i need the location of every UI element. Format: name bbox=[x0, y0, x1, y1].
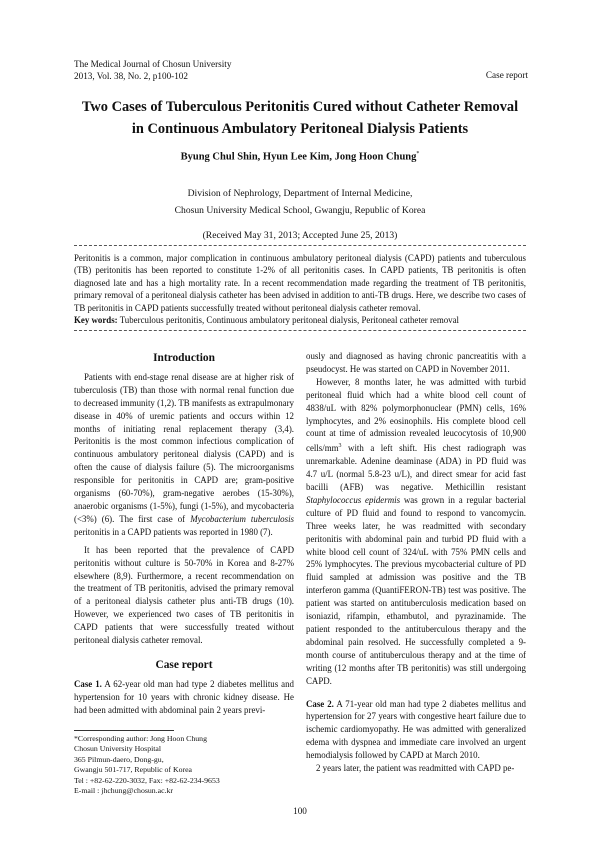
received-dates: (Received May 31, 2013; Accepted June 25, 2013) bbox=[202, 230, 398, 241]
section-heading-case-report: Case report bbox=[155, 658, 213, 671]
case1-continuation: ously and diagnosed as having chronic pancreatitis with a pseudocyst. He was started on CAPD in November 2011. bbox=[306, 351, 526, 374]
affiliation-line-2: Chosun University Medical School, Gwangju, Republic of Korea bbox=[174, 205, 426, 216]
article-type: Case report bbox=[485, 70, 528, 80]
intro-p1-end: peritonitis in a CAPD patients was reported in 1980 (7). bbox=[74, 526, 273, 537]
title-line-2: in Continuous Ambulatory Peritoneal Dialysis Patients bbox=[131, 121, 469, 137]
footnote-line-2: Chosun University Hospital bbox=[74, 744, 162, 754]
case1-paragraph-2 bbox=[306, 376, 526, 688]
divider-top bbox=[74, 245, 526, 246]
keywords-text: Tuberculous peritonitis, Continuous ambulatory peritoneal dialysis, Peritoneal catheter removal bbox=[119, 315, 460, 326]
case2-label: Case 2. bbox=[306, 698, 334, 709]
journal-citation bbox=[74, 58, 231, 82]
footnote-rule bbox=[74, 730, 174, 731]
case2-paragraph bbox=[306, 698, 526, 763]
keywords bbox=[74, 314, 526, 326]
case2-paragraph-2: 2 years later, the patient was readmitted with CAPD pe- bbox=[316, 763, 515, 774]
case1-paragraph bbox=[74, 678, 294, 717]
footnote-line-4: Gwangju 501-717, Republic of Korea bbox=[74, 765, 193, 775]
case1-p2-text: However, 8 months later, he was admitted with turbid peritoneal fluid which had a white blood cell count of 4838/uL with 82% polymorphonuclear (PMN) cells, 16% lymphocytes, and 2% eosinophils. His complete blood cell count at time of admission revealed leucocytosis of 10,900 cells/mm bbox=[306, 376, 526, 454]
case1-p2-sup: 3 bbox=[338, 443, 342, 450]
journal-name: The Medical Journal of Chosun University bbox=[74, 59, 232, 69]
case1-start: A 62-year old man had type 2 diabetes mellitus and hypertension for 10 years with chronic kidney disease. He had been admitted with abdominal pain 2 years previ- bbox=[74, 678, 294, 715]
keywords-label: Key words: bbox=[74, 315, 118, 326]
section-heading-introduction: Introduction bbox=[153, 352, 215, 364]
affiliation bbox=[0, 185, 600, 219]
corresponding-footnote bbox=[74, 734, 294, 796]
case2-start: A 71-year old man had type 2 diabetes mellitus and hypertension for 27 years with congestive heart failure due to ischemic cardiomyopathy. He was admitted with generalized edema with dyspnea and immediate care involved an urgent hemodialysis followed by CAPD at March 2010. bbox=[306, 698, 526, 761]
corresponding-mark: * bbox=[416, 151, 420, 157]
footnote-line-5: Tel : +82-62-220-3032, Fax: +82-62-234-9653 bbox=[74, 775, 220, 785]
right-column bbox=[306, 350, 526, 775]
footnote-line-1: *Corresponding author: Jong Hoon Chung bbox=[74, 734, 207, 743]
authors-text: Byung Chul Shin, Hyun Lee Kim, Jong Hoon Chung bbox=[180, 151, 417, 163]
affiliation-line-1: Division of Nephrology, Department of Internal Medicine, bbox=[187, 188, 413, 199]
title-line-1: Two Cases of Tuberculous Peritonitis Cured without Catheter Removal bbox=[81, 99, 519, 115]
case1-p2-c: was grown in a regular bacterial culture of PD fluid and found to respond to vancomycin. Three weeks later, he was readmitted with secondary peritonitis with abdominal pain and turbid PD fluid with a white blood cell count of 324/uL with 75% PMN cells and 25% lymphocytes. The previous mycobacterial culture of PD fluid sampled at admission was positive and the TB interferon gamma (QuantiFERON-TB) test was positive. The patient was started on antituberculosis medication based on isoniazid, rifampin, ethambutol, and pyrazinamide. The patient responded to the antituberculous therapy and the abdominal pain resolved. He successfully completed a 9-month course of antituberculous therapy and at the time of writing (12 months after TB peritonitis) was still undergoing CAPD. bbox=[306, 494, 527, 686]
abstract bbox=[74, 252, 526, 326]
intro-paragraph-1 bbox=[74, 371, 294, 539]
footnote-line-6: E-mail : jhchung@chosun.ac.kr bbox=[74, 786, 173, 796]
intro-paragraph-2: It has been reported that the prevalence of CAPD peritonitis without culture is 50-70% in Korea and 8-27% elsewhere (8,9). Furthermore, a recent recommendation on the treatment of TB peritonitis, advised the primary removal of a peritoneal dialysis catheter plus anti-TB drugs (10). However, we experienced two cases of TB peritonitis in CAPD patients that were successfully treated without peritoneal dialysis catheter removal. bbox=[74, 544, 294, 646]
case1-p2-italic: Staphylococcus epidermis bbox=[306, 494, 401, 505]
case1-label: Case 1. bbox=[74, 678, 102, 689]
page-number: 100 bbox=[293, 806, 307, 816]
abstract-text: Peritonitis is a common, major complication in continuous ambulatory peritoneal dialysis (CAPD) patients and tuberculous (TB) peritonitis has been reported to constitute 1-2% of all peritonitis cases. In CAPD patients, TB peritonitis is often diagnosed late and has a high mortality rate. In a recent recommendation made regarding the treatment of TB peritonitis, primary removal of a peritoneal dialysis catheter has been advised in addition to anti-TB drugs. Here, we describe two cases of TB peritonitis in CAPD patients successfully treated without peritoneal dialysis catheter removal. bbox=[74, 253, 526, 313]
author-list bbox=[0, 151, 600, 163]
article-title bbox=[40, 96, 560, 140]
left-column bbox=[74, 346, 294, 717]
case1-p2-b: with a left shift. His chest radiograph was unremarkable. Adenine deaminase (ADA) in PD fluid was 4.7 u/L (normal 5.8-23 u/L), and direct smear for acid fast bacilli (AFB) was negative. Methicillin resistant bbox=[306, 443, 526, 493]
divider-bottom bbox=[74, 330, 526, 331]
intro-p1-text: Patients with end-stage renal disease are at higher risk of tuberculosis (TB) than those with normal renal function due to decreased immunity (1,2). TB manifests as extrapulmonary disease in 40% of uremic patients and occurs within 12 months of initiating renal replacement therapy (3,4). Peritonitis is the most common infectious complication of continuous ambulatory peritoneal dialysis (CAPD) and is often the cause of dialysis failure (5). The microorganisms responsible for peritonitis in CAPD are; gram-positive organisms (60-70%), gram-negative aerobes (15-30%), anaerobic organisms (1-5%), fungi (1-5%), and mycobacteria (<3%) (6). The first case of bbox=[74, 371, 294, 524]
footnote-line-3: 365 Pilmun-daero, Dong-gu, bbox=[74, 754, 164, 764]
intro-p1-italic: Mycobacterium tuberculosis bbox=[190, 513, 294, 524]
journal-volume: 2013, Vol. 38, No. 2, p100-102 bbox=[74, 71, 188, 81]
